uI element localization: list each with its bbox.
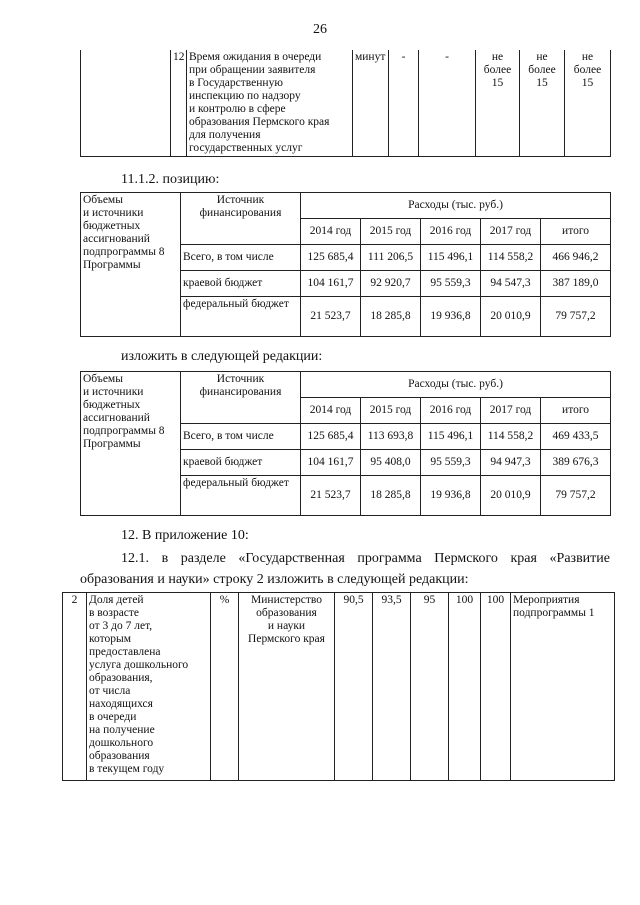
label-line: подпрограммы 8 bbox=[83, 425, 165, 437]
year-header: 2017 год bbox=[481, 219, 541, 245]
paragraph-12: 12. В приложение 10: bbox=[121, 528, 249, 543]
value-line: не bbox=[491, 51, 504, 63]
indicator-line: образования bbox=[89, 750, 150, 762]
label-line: Объемы bbox=[83, 373, 123, 385]
indicator-line: в очереди bbox=[89, 711, 137, 723]
label-line: Программы bbox=[83, 259, 141, 271]
source-name: краевой бюджет bbox=[181, 271, 301, 297]
label-line: ассигнований bbox=[83, 412, 150, 424]
source-name: Всего, в том числе bbox=[181, 424, 301, 450]
label-line: Программы bbox=[83, 438, 141, 450]
value-cell: 21 523,7 bbox=[301, 476, 361, 516]
budget-table-old bbox=[80, 192, 611, 337]
value-cell: 94 947,3 bbox=[481, 450, 541, 476]
value-cell: 95 bbox=[411, 593, 449, 781]
paragraph-12-1: 12.1. в разделе «Государственная программа Пермского края «Развитие образования и науки» строку 2 изложить в следующей редакции: bbox=[80, 551, 610, 587]
label-line: бюджетных bbox=[83, 220, 141, 232]
value-cell: 95 559,3 bbox=[421, 450, 481, 476]
label-line: подпрограммы 8 bbox=[83, 246, 165, 258]
value-cell: 125 685,4 bbox=[301, 424, 361, 450]
budget-label-cell bbox=[81, 193, 181, 337]
value-cell: 125 685,4 bbox=[301, 245, 361, 271]
executor-cell bbox=[239, 593, 335, 781]
value-cell: 95 559,3 bbox=[421, 271, 481, 297]
value-cell: 104 161,7 bbox=[301, 271, 361, 297]
value-cell: - bbox=[389, 50, 419, 157]
year-header: 2015 год bbox=[361, 219, 421, 245]
value-line: более bbox=[528, 64, 556, 76]
label-line: Объемы bbox=[83, 194, 123, 206]
activity-cell bbox=[511, 593, 615, 781]
indicator-cell bbox=[87, 593, 211, 781]
indicator-line: которым bbox=[89, 633, 131, 645]
value-cell: 21 523,7 bbox=[301, 297, 361, 337]
indicator-line: в Государственную bbox=[189, 77, 283, 89]
total-header: итого bbox=[541, 219, 611, 245]
source-name: Всего, в том числе bbox=[181, 245, 301, 271]
year-header: 2015 год bbox=[361, 398, 421, 424]
source-name: федеральный бюджет bbox=[181, 476, 301, 516]
page-number: 26 bbox=[313, 22, 327, 37]
top-table bbox=[80, 50, 611, 157]
year-header: 2017 год bbox=[481, 398, 541, 424]
value-cell: 113 693,8 bbox=[361, 424, 421, 450]
indicator-line: при обращении заявителя bbox=[189, 64, 316, 76]
unit-cell: % bbox=[211, 593, 239, 781]
indicator-line: в возрасте bbox=[89, 607, 140, 619]
table-header-row bbox=[81, 193, 611, 219]
value-cell: 92 920,7 bbox=[361, 271, 421, 297]
value-line: 15 bbox=[581, 77, 594, 89]
label-line: ассигнований bbox=[83, 233, 150, 245]
year-header: 2016 год bbox=[421, 219, 481, 245]
row-number: 12 bbox=[171, 50, 187, 157]
indicator-line: Время ожидания в очереди bbox=[189, 51, 322, 63]
value-cell bbox=[565, 50, 611, 157]
executor-line: Министерство bbox=[251, 594, 322, 606]
expenses-header: Расходы (тыс. руб.) bbox=[301, 193, 611, 219]
row-number: 2 bbox=[63, 593, 87, 781]
activity-line: подпрограммы 1 bbox=[513, 607, 595, 619]
value-cell: 18 285,8 bbox=[361, 476, 421, 516]
value-line: более bbox=[483, 64, 512, 76]
value-line: не bbox=[536, 51, 548, 63]
value-cell: 90,5 bbox=[335, 593, 373, 781]
indicator-line: Доля детей bbox=[89, 594, 144, 606]
indicator-line: предоставлена bbox=[89, 646, 161, 658]
table-row bbox=[81, 50, 611, 157]
source-header bbox=[181, 372, 301, 424]
year-header: 2014 год bbox=[301, 398, 361, 424]
indicator-line: образования Пермского края bbox=[189, 116, 330, 128]
value-cell: 95 408,0 bbox=[361, 450, 421, 476]
value-cell bbox=[520, 50, 565, 157]
paragraph-new-edition: изложить в следующей редакции: bbox=[121, 349, 323, 364]
budget-table-new bbox=[80, 371, 611, 516]
source-name: федеральный бюджет bbox=[181, 297, 301, 337]
total-header: итого bbox=[541, 398, 611, 424]
value-cell: 115 496,1 bbox=[421, 424, 481, 450]
value-cell: 20 010,9 bbox=[481, 297, 541, 337]
value-line: 15 bbox=[491, 77, 504, 89]
value-cell: 115 496,1 bbox=[421, 245, 481, 271]
value-cell: 79 757,2 bbox=[541, 476, 611, 516]
header-line: Источник bbox=[216, 373, 265, 385]
value-cell: 100 bbox=[481, 593, 511, 781]
indicator-line: для получения bbox=[189, 129, 261, 141]
activity-line: Мероприятия bbox=[513, 594, 580, 606]
value-cell: 111 206,5 bbox=[361, 245, 421, 271]
value-cell: 20 010,9 bbox=[481, 476, 541, 516]
value-cell: 114 558,2 bbox=[481, 245, 541, 271]
indicator-line: инспекцию по надзору bbox=[189, 90, 301, 102]
unit-cell: минут bbox=[353, 50, 389, 157]
value-cell: 387 189,0 bbox=[541, 271, 611, 297]
indicator-line: от числа bbox=[89, 685, 131, 697]
value-cell: 389 676,3 bbox=[541, 450, 611, 476]
header-line: Источник bbox=[216, 194, 265, 206]
header-line: финансирования bbox=[199, 386, 282, 398]
label-line: бюджетных bbox=[83, 399, 141, 411]
indicator-line: дошкольного bbox=[89, 737, 154, 749]
bottom-table bbox=[62, 592, 615, 781]
expenses-header: Расходы (тыс. руб.) bbox=[301, 372, 611, 398]
header-line: финансирования bbox=[199, 207, 282, 219]
value-cell: 19 936,8 bbox=[421, 297, 481, 337]
label-line: и источники bbox=[83, 207, 144, 219]
value-cell bbox=[476, 50, 520, 157]
value-cell: 466 946,2 bbox=[541, 245, 611, 271]
indicator-line: в текущем году bbox=[89, 763, 165, 775]
value-cell: 469 433,5 bbox=[541, 424, 611, 450]
value-line: более bbox=[573, 64, 602, 76]
year-header: 2014 год bbox=[301, 219, 361, 245]
value-line: 15 bbox=[536, 77, 548, 89]
source-header bbox=[181, 193, 301, 245]
value-cell: 19 936,8 bbox=[421, 476, 481, 516]
source-name: краевой бюджет bbox=[181, 450, 301, 476]
empty-cell bbox=[81, 50, 171, 157]
year-header: 2016 год bbox=[421, 398, 481, 424]
budget-label-cell bbox=[81, 372, 181, 516]
indicator-cell bbox=[187, 50, 353, 157]
indicator-line: от 3 до 7 лет, bbox=[89, 620, 153, 632]
value-cell: 94 547,3 bbox=[481, 271, 541, 297]
value-cell: 93,5 bbox=[373, 593, 411, 781]
indicator-line: услуга дошкольного bbox=[89, 659, 189, 671]
indicator-line: образования, bbox=[89, 672, 153, 684]
indicator-line: и контролю в сфере bbox=[189, 103, 286, 115]
value-cell: 18 285,8 bbox=[361, 297, 421, 337]
executor-line: и науки bbox=[267, 620, 306, 632]
indicator-line: на получение bbox=[89, 724, 155, 736]
value-cell: 79 757,2 bbox=[541, 297, 611, 337]
table-row bbox=[63, 593, 615, 781]
indicator-line: государственных услуг bbox=[189, 142, 303, 154]
value-cell: 100 bbox=[449, 593, 481, 781]
table-header-row bbox=[81, 372, 611, 398]
executor-line: образования bbox=[256, 607, 317, 619]
label-line: и источники bbox=[83, 386, 144, 398]
indicator-line: находящихся bbox=[89, 698, 153, 710]
executor-line: Пермского края bbox=[248, 633, 325, 645]
value-cell: 104 161,7 bbox=[301, 450, 361, 476]
value-cell: - bbox=[419, 50, 476, 157]
value-cell: 114 558,2 bbox=[481, 424, 541, 450]
value-line: не bbox=[581, 51, 594, 63]
paragraph-11-1-2: 11.1.2. позицию: bbox=[121, 172, 220, 187]
